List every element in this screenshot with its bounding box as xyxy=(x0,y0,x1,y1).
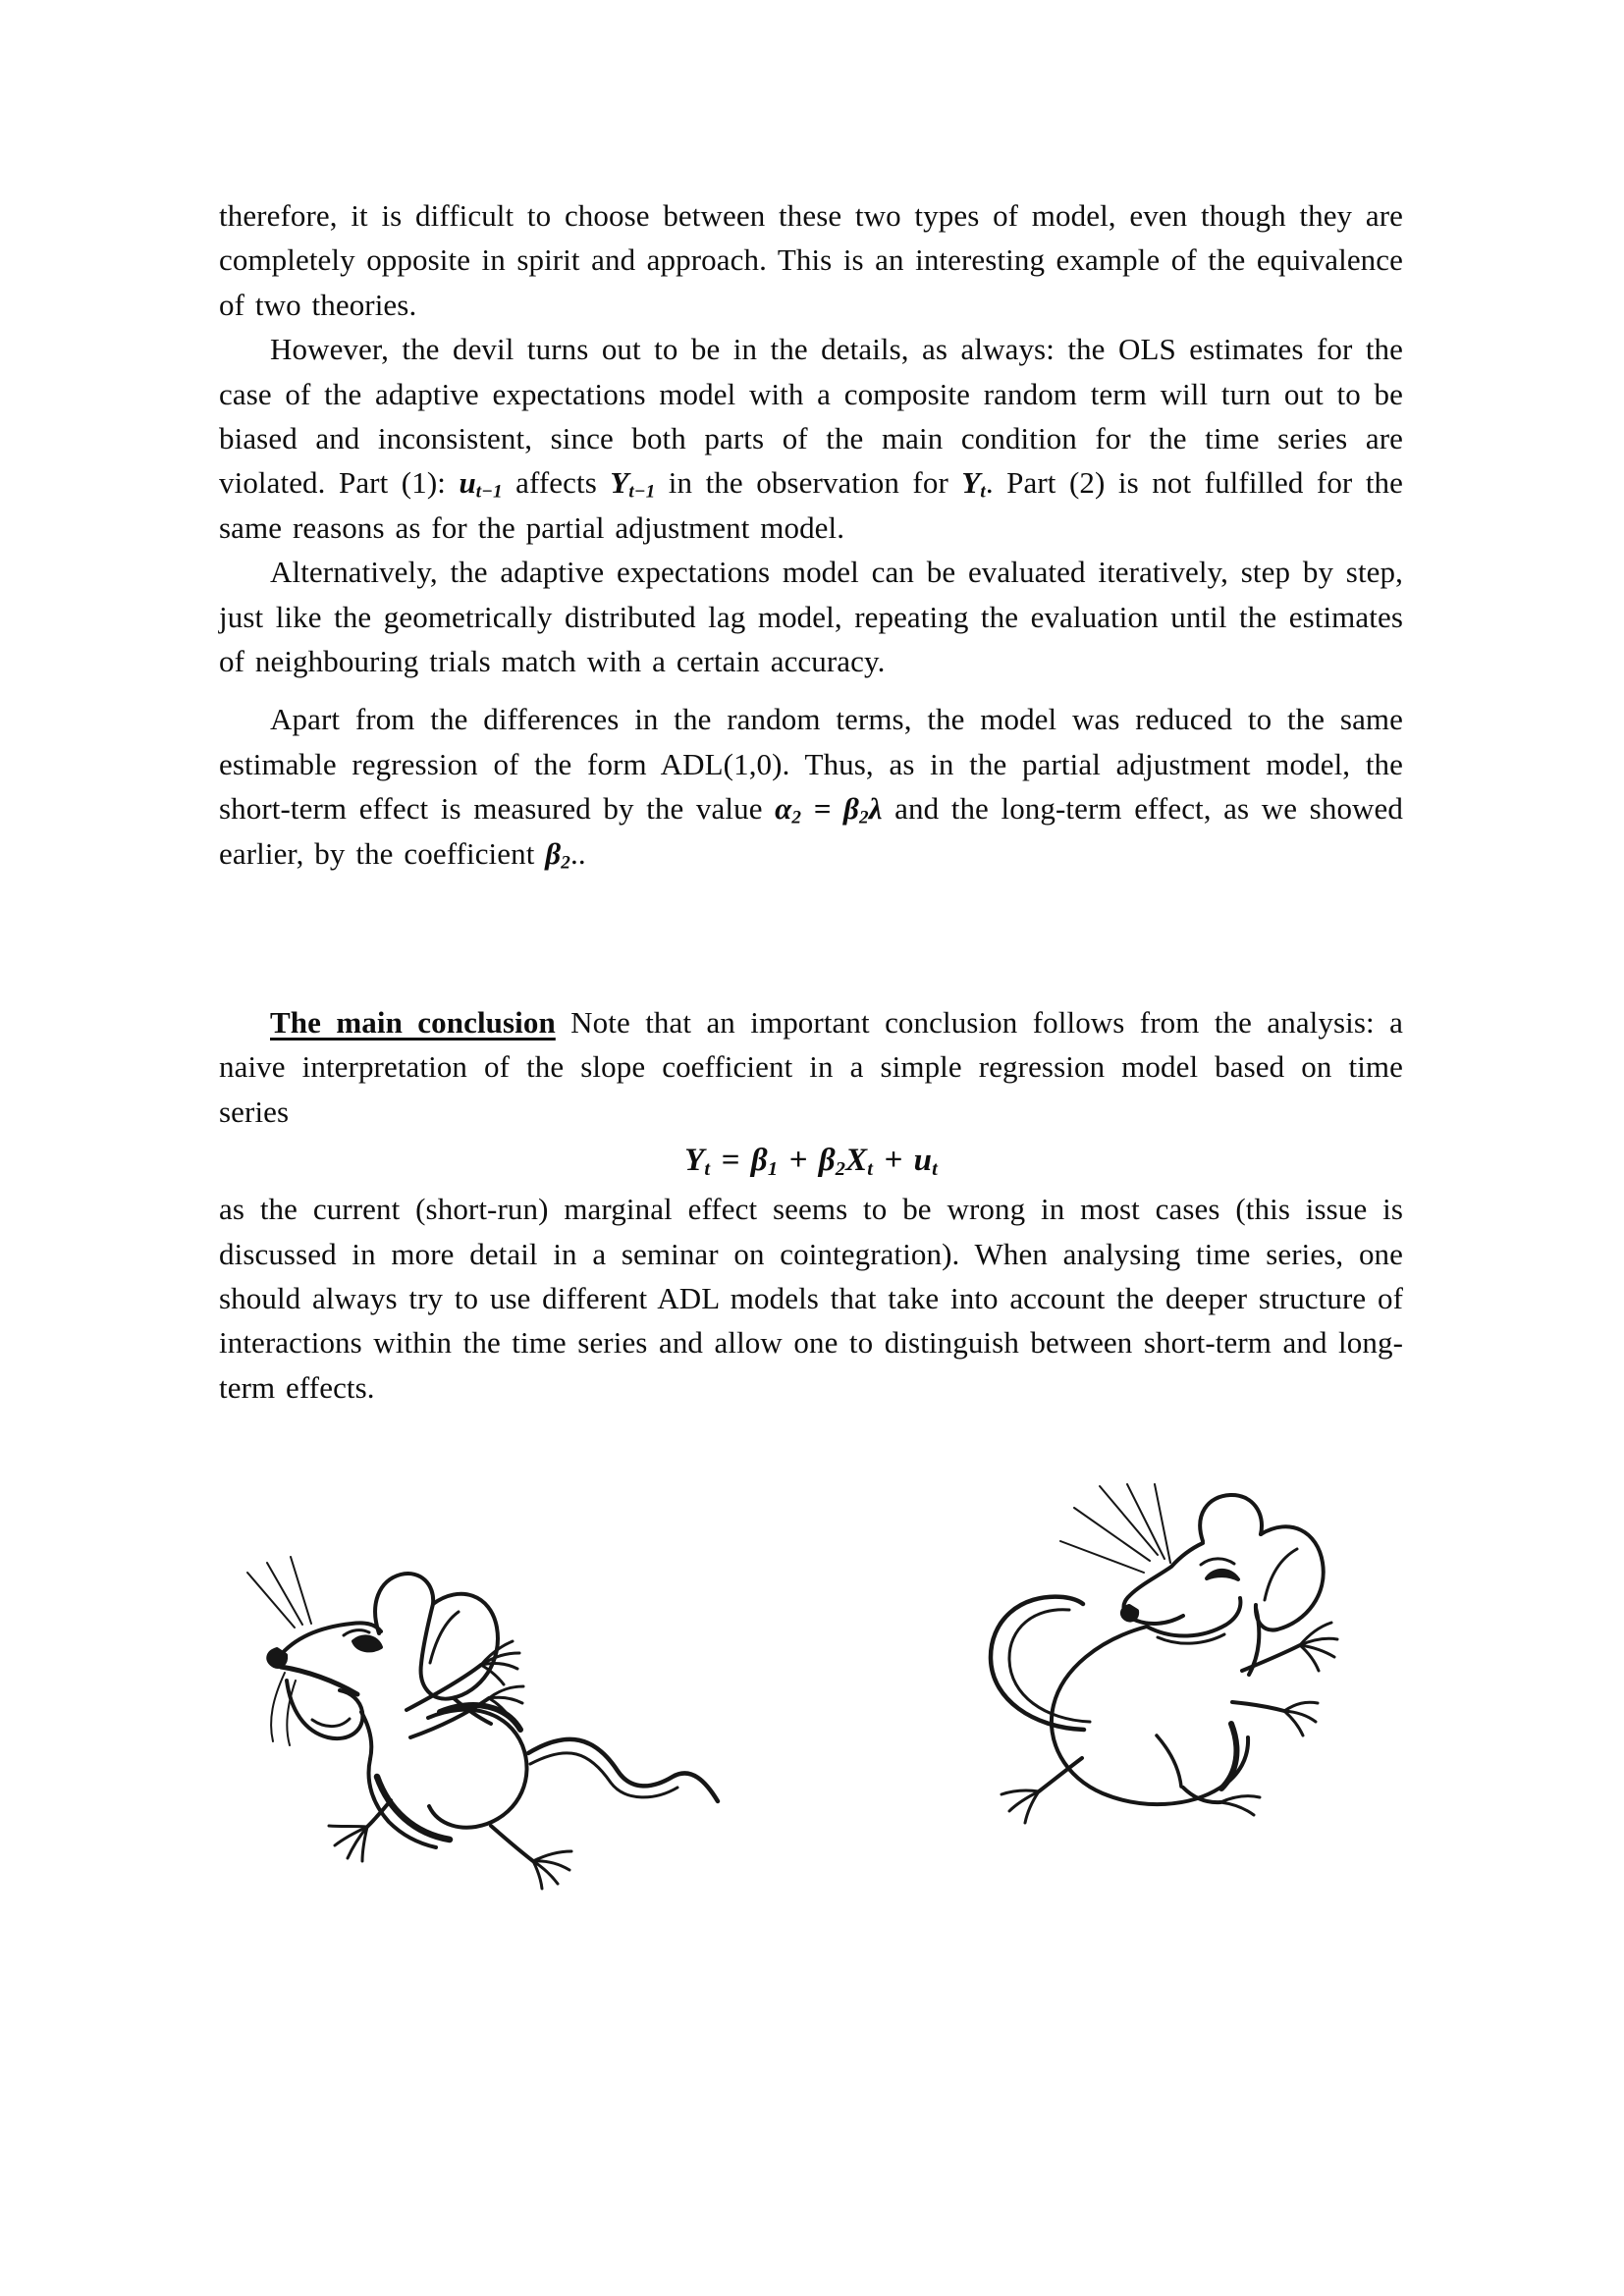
text-run: in the observation for xyxy=(655,465,962,501)
text-run: Note that an important conclusion follows from the analysis: a naive interpretation of the slope coefficient in a simple regression model based on time series xyxy=(219,1005,1403,1129)
math-token: 2 xyxy=(835,1158,846,1181)
math-token: t xyxy=(932,1158,938,1181)
math-token: + xyxy=(778,1143,819,1179)
math-token: 2 xyxy=(858,807,869,828)
math-token: Y xyxy=(610,465,629,501)
right-mouse-figure xyxy=(954,1482,1347,1826)
paragraph-p2 xyxy=(219,327,1403,550)
paragraph-p1 xyxy=(219,193,1403,327)
text-run: affects xyxy=(502,465,611,501)
math-token: 2 xyxy=(791,807,802,828)
body-text-block xyxy=(219,193,1403,876)
paragraph-p5 xyxy=(219,1000,1403,1134)
math-token: t−1 xyxy=(475,482,503,504)
math-token: β xyxy=(750,1143,768,1179)
math-token: 1 xyxy=(767,1158,779,1181)
math-token: t−1 xyxy=(628,482,656,504)
math-token: t xyxy=(980,482,986,504)
math-token: β xyxy=(818,1143,836,1179)
math-token: Y xyxy=(961,465,981,501)
math-token: X xyxy=(845,1143,868,1179)
paragraph-p4 xyxy=(219,697,1403,876)
grinning-mouse-illustration xyxy=(954,1482,1347,1826)
paragraph-p7 xyxy=(219,1187,1403,1410)
text-run: . Part (2) is not fulfilled for the same reasons as for the partial adjustment model. xyxy=(219,465,1403,545)
text-run: .. xyxy=(569,835,586,871)
run-in-heading: The main conclusion xyxy=(270,1005,556,1040)
text-run: Apart from the differences in the random terms, the model was reduced to the same estimable regression of the form ADL(1,0). Thus, as in the partial adjustment model, the short-term effect is measured by the value xyxy=(219,702,1403,827)
math-token: = xyxy=(801,791,843,827)
math-token: = xyxy=(710,1143,751,1179)
text-run: and the long-term effect, as we showed earlier, by the coefficient xyxy=(219,791,1403,871)
text-run: as the current (short-run) marginal effect seems to be wrong in most cases (this issue is discussed in more detail in a seminar on cointegration). When analysing time series, one should always try to use different ADL models that take into account the deeper structure of interactions within the time series and allow one to distinguish between short-term and long-term effects. xyxy=(219,1192,1403,1405)
text-run: therefore, it is difficult to choose between these two types of model, even though they are completely opposite in spirit and approach. This is an interesting example of the equivalence of two theories. xyxy=(219,198,1403,322)
math-token: β xyxy=(843,791,859,827)
math-token: + xyxy=(873,1143,914,1179)
paragraph-p3 xyxy=(219,550,1403,683)
math-token: α xyxy=(775,791,792,827)
math-token: Y xyxy=(684,1143,705,1179)
math-token: β xyxy=(545,835,562,871)
math-token: t xyxy=(867,1158,873,1181)
math-token: t xyxy=(704,1158,711,1181)
math-token: u xyxy=(913,1143,933,1179)
math-token: 2 xyxy=(561,852,570,874)
math-token: u xyxy=(459,465,476,501)
conclusion-text-block xyxy=(219,1000,1403,1410)
math-token: λ xyxy=(868,791,883,827)
left-mouse-figure xyxy=(234,1543,734,1936)
screaming-mouse-illustration xyxy=(234,1543,734,1936)
text-run: Alternatively, the adaptive expectations model can be evaluated iteratively, step by step, just like the geometrically distributed lag model, repeating the evaluation until the estimates of neighbouring trials match with a certain accuracy. xyxy=(219,555,1403,679)
paragraph-formula xyxy=(219,1134,1403,1187)
text-run: However, the devil turns out to be in the details, as always: the OLS estimates for the case of the adaptive expectations model with a composite random term will turn out to be biased and inconsistent, since both parts of the main condition for the time series are violated. Part (1): xyxy=(219,332,1403,501)
